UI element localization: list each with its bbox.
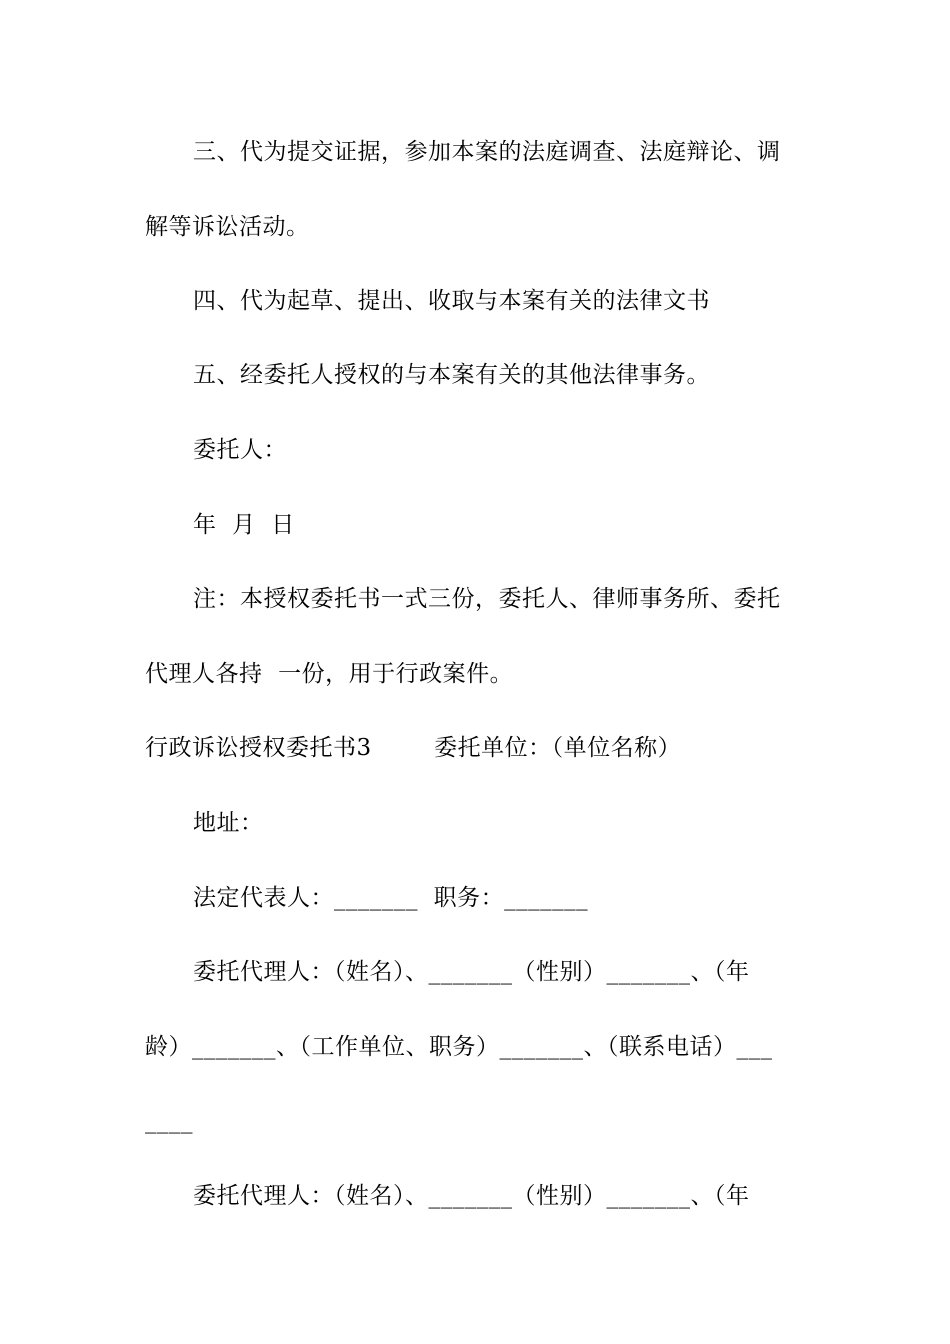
clause-three-line-1: 三、代为提交证据，参加本案的法庭调查、法庭辩论、调 [193,139,781,165]
date-line: 年 月 日 [193,512,295,538]
clause-four: 四、代为起草、提出、收取与本案有关的法律文书 [193,288,710,314]
agent-one-line-1: 委托代理人：（姓名）、_______（性别）_______、（年 [193,959,750,985]
agent-one-line-2: 龄）_______、（工作单位、职务）_______、（联系电话）___ [145,1034,773,1060]
agent-two-line-1: 委托代理人：（姓名）、_______（性别）_______、（年 [193,1183,750,1209]
note-line-2: 代理人各持 一份，用于行政案件。 [145,661,514,687]
note-line-1: 注：本授权委托书一式三份，委托人、律师事务所、委托 [193,586,781,612]
clause-five: 五、经委托人授权的与本案有关的其他法律事务。 [193,362,710,388]
principal-signature-label: 委托人： [193,437,287,463]
agent-one-line-3: ____ [145,1108,193,1134]
section-heading: 行政诉讼授权委托书3 委托单位：（单位名称） [145,735,682,761]
legal-representative-line: 法定代表人：_______ 职务：_______ [193,885,589,911]
clause-three-line-2: 解等诉讼活动。 [145,214,310,240]
address-label: 地址： [193,810,264,836]
